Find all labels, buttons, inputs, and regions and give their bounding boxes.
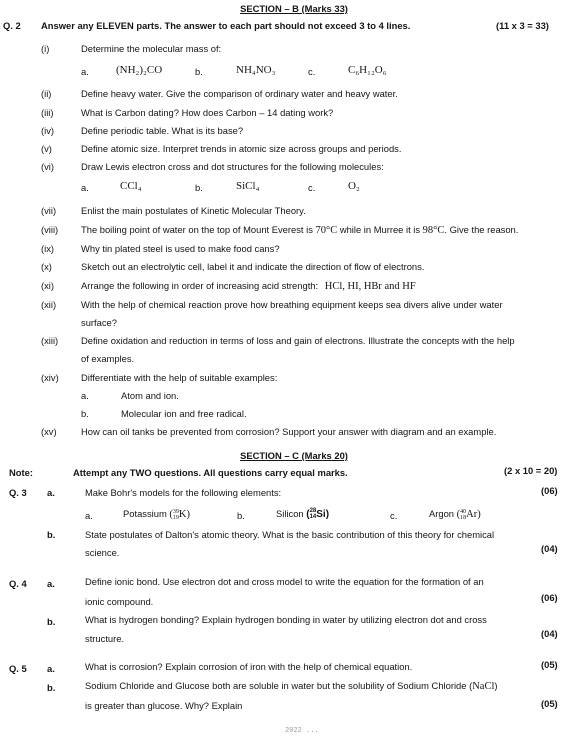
part-number: (i) [41,43,50,54]
option-letter: c. [308,66,316,77]
part-text: Define oxidation and reduction in terms of loss and gain of electrons. Illustrate the concepts with the help [81,335,515,346]
sub-letter: b. [47,529,56,540]
formula: NaCl [472,681,495,692]
part-number: (xi) [41,280,55,291]
element-symbol: Si [316,509,326,520]
question-text: Make Bohr's models for the following elements: [85,487,282,498]
element-label: Argon (40 18Ar) [429,508,481,521]
question-number: Q. 5 [9,663,27,674]
atomic-number: 14 [309,514,317,521]
element-name: Argon [429,508,455,519]
part-text [81,280,416,293]
option-text: Molecular ion and free radical. [121,408,247,419]
temperature-value: 70°C [315,225,338,236]
question-text: What is hydrogen bonding? Explain hydrogen bonding in water by utilizing electron dot and cross [85,614,487,625]
formula: O₂ [348,180,360,192]
formula: SiCl₄ [236,180,260,192]
element-symbol: Ar [466,509,478,520]
option-letter: a. [81,182,89,193]
part-number: (x) [41,261,52,272]
question-marks: (06) [541,592,558,603]
part-text-segment: Arrange the following in order of increasing acid strength: [81,280,319,291]
element-symbol: K [178,509,187,520]
part-text: With the help of chemical reaction prove how breathing equipment keeps sea divers alive under water [81,299,503,310]
option-letter: c. [308,182,316,193]
question-text: What is corrosion? Explain corrosion of iron with the help of chemical equation. [85,661,413,672]
sub-letter: a. [47,487,55,498]
part-number: (viii) [41,224,59,235]
part-text: Define periodic table. What is its base? [81,125,244,136]
part-text: Enlist the main postulates of Kinetic Molecular Theory. [81,205,306,216]
part-number: (vii) [41,205,57,216]
part-text: Why tin plated steel is used to make food cans? [81,243,280,254]
question-marks: (04) [541,628,558,639]
question-text-continued: structure. [85,633,125,644]
mass-number: 40 [460,508,467,515]
formula: HCl, HI, HBr and HF [324,281,416,292]
question-number: Q. 3 [9,487,27,498]
part-text-segment: while in Murree it is [339,224,421,235]
formula: (NH₂)₂CO [116,64,163,76]
element-label: Silicon (28 14Si) [276,508,330,521]
question-text-continued: science. [85,547,120,558]
sub-letter: b. [47,682,56,693]
question-number: Q. 4 [9,578,27,589]
part-text: How can oil tanks be prevented from corrosion? Support your answer with diagram and an example. [81,426,497,437]
part-number: (xv) [41,426,57,437]
sub-letter: a. [47,578,55,589]
part-number: (vi) [41,161,55,172]
sub-letter: a. [47,663,55,674]
section-b-heading: SECTION – B (Marks 33) [240,3,348,14]
mass-number: 39 [172,508,179,515]
atomic-number: 19 [172,514,179,521]
question-text: State postulates of Dalton's atomic theory. What is the basic contribution of this theory for chemical [85,529,495,540]
atomic-number: 18 [460,514,467,521]
section-b-instruction: Answer any ELEVEN parts. The answer to each part should not exceed 3 to 4 lines. [41,20,411,31]
part-text [81,224,518,237]
part-number: (xiii) [41,335,59,346]
mass-number: 28 [309,508,317,515]
part-number: (iii) [41,107,54,118]
option-text: Atom and ion. [121,390,179,401]
option-letter: b. [195,66,203,77]
formula: CCl₄ [120,180,142,192]
question-text: Define ionic bond. Use electron dot and cross model to write the equation for the formation of an [85,576,484,587]
question-text-segment: ) [494,680,498,691]
part-number: (xiv) [41,372,59,383]
section-c-marks: (2 x 10 = 20) [504,465,558,476]
footer-stamp: 2022 ... [285,727,319,735]
option-letter: a. [81,66,89,77]
part-text-segment: . Give the reason. [444,224,519,235]
formula: NH₄NO₃ [236,64,276,76]
part-number: (iv) [41,125,55,136]
option-letter: a. [85,510,93,521]
section-c-heading: SECTION – C (Marks 20) [240,450,348,461]
question-marks: (04) [541,543,558,554]
question-text [85,680,498,693]
part-text: Define heavy water. Give the comparison of ordinary water and heavy water. [81,88,398,99]
question-text-continued: ionic compound. [85,596,154,607]
note-label: Note: [9,467,33,478]
section-c-instruction: Attempt any TWO questions. All questions carry equal marks. [73,467,348,478]
part-text: Define atomic size. Interpret trends in atomic size across groups and periods. [81,143,402,154]
question-number: Q. 2 [3,20,21,31]
option-letter: b. [237,510,245,521]
temperature-value: 98°C [422,225,445,236]
question-marks: (05) [541,698,558,709]
sub-letter: b. [47,616,56,627]
part-number: (ii) [41,88,52,99]
option-letter: a. [81,390,89,401]
question-text-continued: is greater than glucose. Why? Explain [85,700,243,711]
part-text-segment: The boiling point of water on the top of Mount Everest is [81,224,313,235]
question-marks: (05) [541,659,558,670]
element-name: Potassium [123,508,167,519]
part-text: Determine the molecular mass of: [81,43,222,54]
part-text: Sketch out an electrolytic cell, label it and indicate the direction of flow of electrons. [81,261,425,272]
element-name: Silicon [276,508,304,519]
option-letter: b. [195,182,203,193]
option-letter: c. [390,510,398,521]
part-text-continued: of examples. [81,353,135,364]
question-marks: (06) [541,485,558,496]
option-letter: b. [81,408,89,419]
part-number: (v) [41,143,52,154]
part-text: Differentiate with the help of suitable examples: [81,372,278,383]
part-number: (ix) [41,243,55,254]
element-label: Potassium (39 19K) [123,508,190,521]
part-text-continued: surface? [81,317,117,328]
question-text-segment: Sodium Chloride and Glucose both are soluble in water but the solubility of Sodium Chloride ( [85,680,473,691]
part-text: What is Carbon dating? How does Carbon – 14 dating work? [81,107,334,118]
section-b-marks: (11 x 3 = 33) [496,20,549,31]
part-text: Draw Lewis electron cross and dot structures for the following molecules: [81,161,384,172]
formula: C₆H₁₂O₆ [348,64,387,76]
part-number: (xii) [41,299,57,310]
